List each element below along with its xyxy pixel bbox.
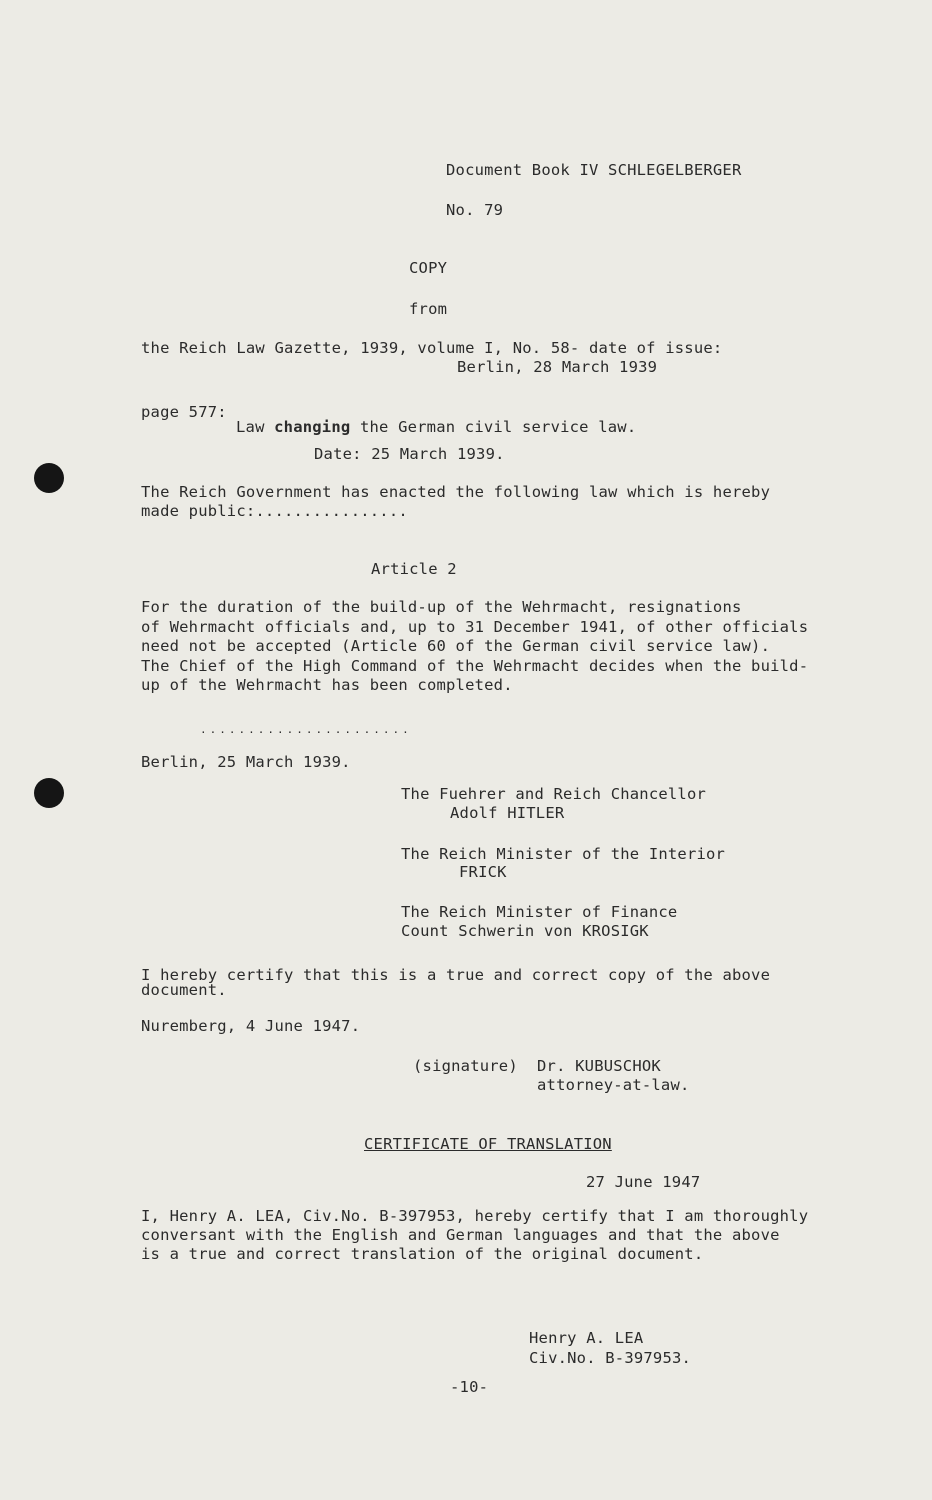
- translation-date: 27 June 1947: [586, 1173, 701, 1191]
- document-book-label: Document Book IV SCHLEGELBERGER: [446, 161, 742, 179]
- signature-label: (signature): [413, 1057, 518, 1075]
- certify-line-1: I hereby certify that this is a true and correct copy of the above: [141, 966, 771, 984]
- signatory-title: The Reich Minister of the Interior: [401, 845, 726, 863]
- article-line: The Chief of the High Command of the Wehrmacht decides when the build-: [141, 657, 809, 675]
- attorney-role: attorney-at-law.: [537, 1076, 690, 1094]
- source-line-1: the Reich Law Gazette, 1939, volume I, No. 58- date of issue:: [141, 339, 723, 357]
- page-number: -10-: [450, 1378, 489, 1396]
- translator-name: Henry A. LEA: [529, 1329, 644, 1347]
- translation-line: conversant with the English and German languages and that the above: [141, 1226, 780, 1244]
- signatory-title: The Fuehrer and Reich Chancellor: [401, 785, 707, 803]
- signatory-name: Adolf HITLER: [450, 804, 565, 822]
- preamble-line-2: made public:................: [141, 502, 408, 520]
- translator-number: Civ.No. B-397953.: [529, 1349, 692, 1367]
- article-line: up of the Wehrmacht has been completed.: [141, 676, 513, 694]
- law-date: Date: 25 March 1939.: [314, 445, 505, 463]
- attorney-name: Dr. KUBUSCHOK: [537, 1057, 661, 1075]
- document-number: No. 79: [446, 201, 504, 219]
- article-heading: Article 2: [371, 560, 457, 578]
- article-line: need not be accepted (Article 60 of the German civil service law).: [141, 637, 771, 655]
- separator-dots: ......................: [200, 723, 412, 736]
- copy-heading: COPY: [409, 259, 448, 277]
- signatory-name: Count Schwerin von KROSIGK: [401, 922, 649, 940]
- article-line: For the duration of the build-up of the Wehrmacht, resignations: [141, 598, 742, 616]
- preamble-line-1: The Reich Government has enacted the following law which is hereby: [141, 483, 771, 501]
- signatory-name: FRICK: [459, 863, 507, 881]
- law-title-prefix: Law: [236, 418, 275, 436]
- page-reference: page 577:: [141, 403, 227, 421]
- punch-hole: [34, 778, 64, 808]
- article-line: of Wehrmacht officials and, up to 31 December 1941, of other officials: [141, 618, 809, 636]
- berlin-date: Berlin, 25 March 1939.: [141, 753, 351, 771]
- law-title-emphasis: changing: [274, 418, 351, 436]
- punch-hole: [34, 463, 64, 493]
- law-title-suffix: the German civil service law.: [350, 418, 637, 436]
- signatory-title: The Reich Minister of Finance: [401, 903, 678, 921]
- translation-line: I, Henry A. LEA, Civ.No. B-397953, hereby certify that I am thoroughly: [141, 1207, 809, 1225]
- translation-line: is a true and correct translation of the original document.: [141, 1245, 704, 1263]
- translation-certificate-heading: CERTIFICATE OF TRANSLATION: [364, 1135, 612, 1153]
- from-label: from: [409, 300, 448, 318]
- source-line-2: Berlin, 28 March 1939: [457, 358, 658, 376]
- certify-line-2: document.: [141, 981, 227, 999]
- nuremberg-date: Nuremberg, 4 June 1947.: [141, 1017, 361, 1035]
- law-title: [236, 418, 636, 438]
